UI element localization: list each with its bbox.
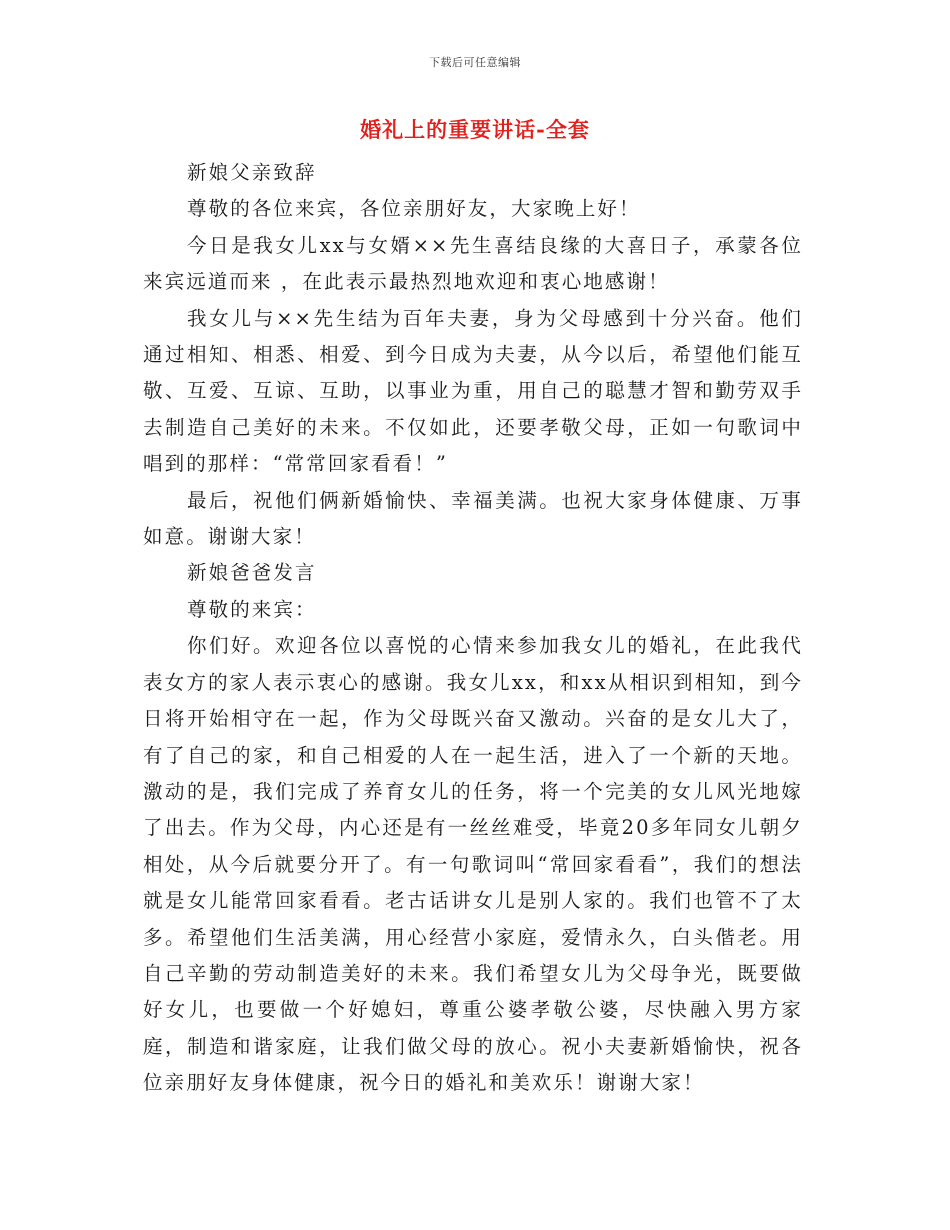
header-note: 下载后可任意编辑 (429, 56, 521, 69)
paragraph: 你们好。欢迎各位以喜悦的心情来参加我女儿的婚礼，在此我代表女方的家人表示衷心的感谢。我女儿xx，和xx从相识到相知，到今日将开始相守在一起，作为父母既兴奋又激动。兴奋的是女儿大了，有了自己的家，和自己相爱的人在一起生活，进入了一个新的天地。激动的是，我们完成了养育女儿的任务，将一个完美的女儿风光地嫁了出去。作为父母，内心还是有一丝丝难受，毕竟20多年同女儿朝夕相处，从今后就要分开了。有一句歌词叫“常回家看看”，我们的想法就是女儿能常回家看看。老古话讲女儿是别人家的。我们也管不了太多。希望他们生活美满，用心经营小家庭，爱情永久，白头偕老。用自己辛勤的劳动制造美好的未来。我们希望女儿为父母争光，既要做好女儿，也要做一个好媳妇，尊重公婆孝敬公婆，尽快融入男方家庭，制造和谐家庭，让我们做父母的放心。祝小夫妻新婚愉快，祝各位亲朋好友身体健康，祝今日的婚礼和美欢乐！谢谢大家！ (143, 634, 803, 1095)
paragraph: 今日是我女儿xx与女婿××先生喜结良缘的大喜日子，承蒙各位来宾远道而来 ，在此表示最热烈地欢迎和衷心地感谢！ (143, 233, 803, 294)
paragraph: 我女儿与××先生结为百年夫妻，身为父母感到十分兴奋。他们通过相知、相悉、相爱、到今日成为夫妻，从今以后，希望他们能互敬、互爱、互谅、互助，以事业为重，用自己的聪慧才智和勤劳双手去制造自己美好的未来。不仅如此，还要孝敬父母，正如一句歌词中唱到的那样：“常常回家看看！” (143, 306, 803, 476)
section-heading-father-speech: 新娘父亲致辞 (187, 161, 317, 184)
paragraph: 尊敬的各位来宾，各位亲朋好友，大家晚上好！ (187, 197, 641, 221)
paragraph: 最后，祝他们俩新婚愉快、幸福美满。也祝大家身体健康、万事如意。谢谢大家！ (143, 488, 803, 549)
document-title: 婚礼上的重要讲话-全套 (360, 117, 590, 142)
section-heading-dad-speech: 新娘爸爸发言 (187, 561, 317, 585)
paragraph: 尊敬的来宾： (187, 597, 317, 621)
document-body (143, 155, 803, 1102)
